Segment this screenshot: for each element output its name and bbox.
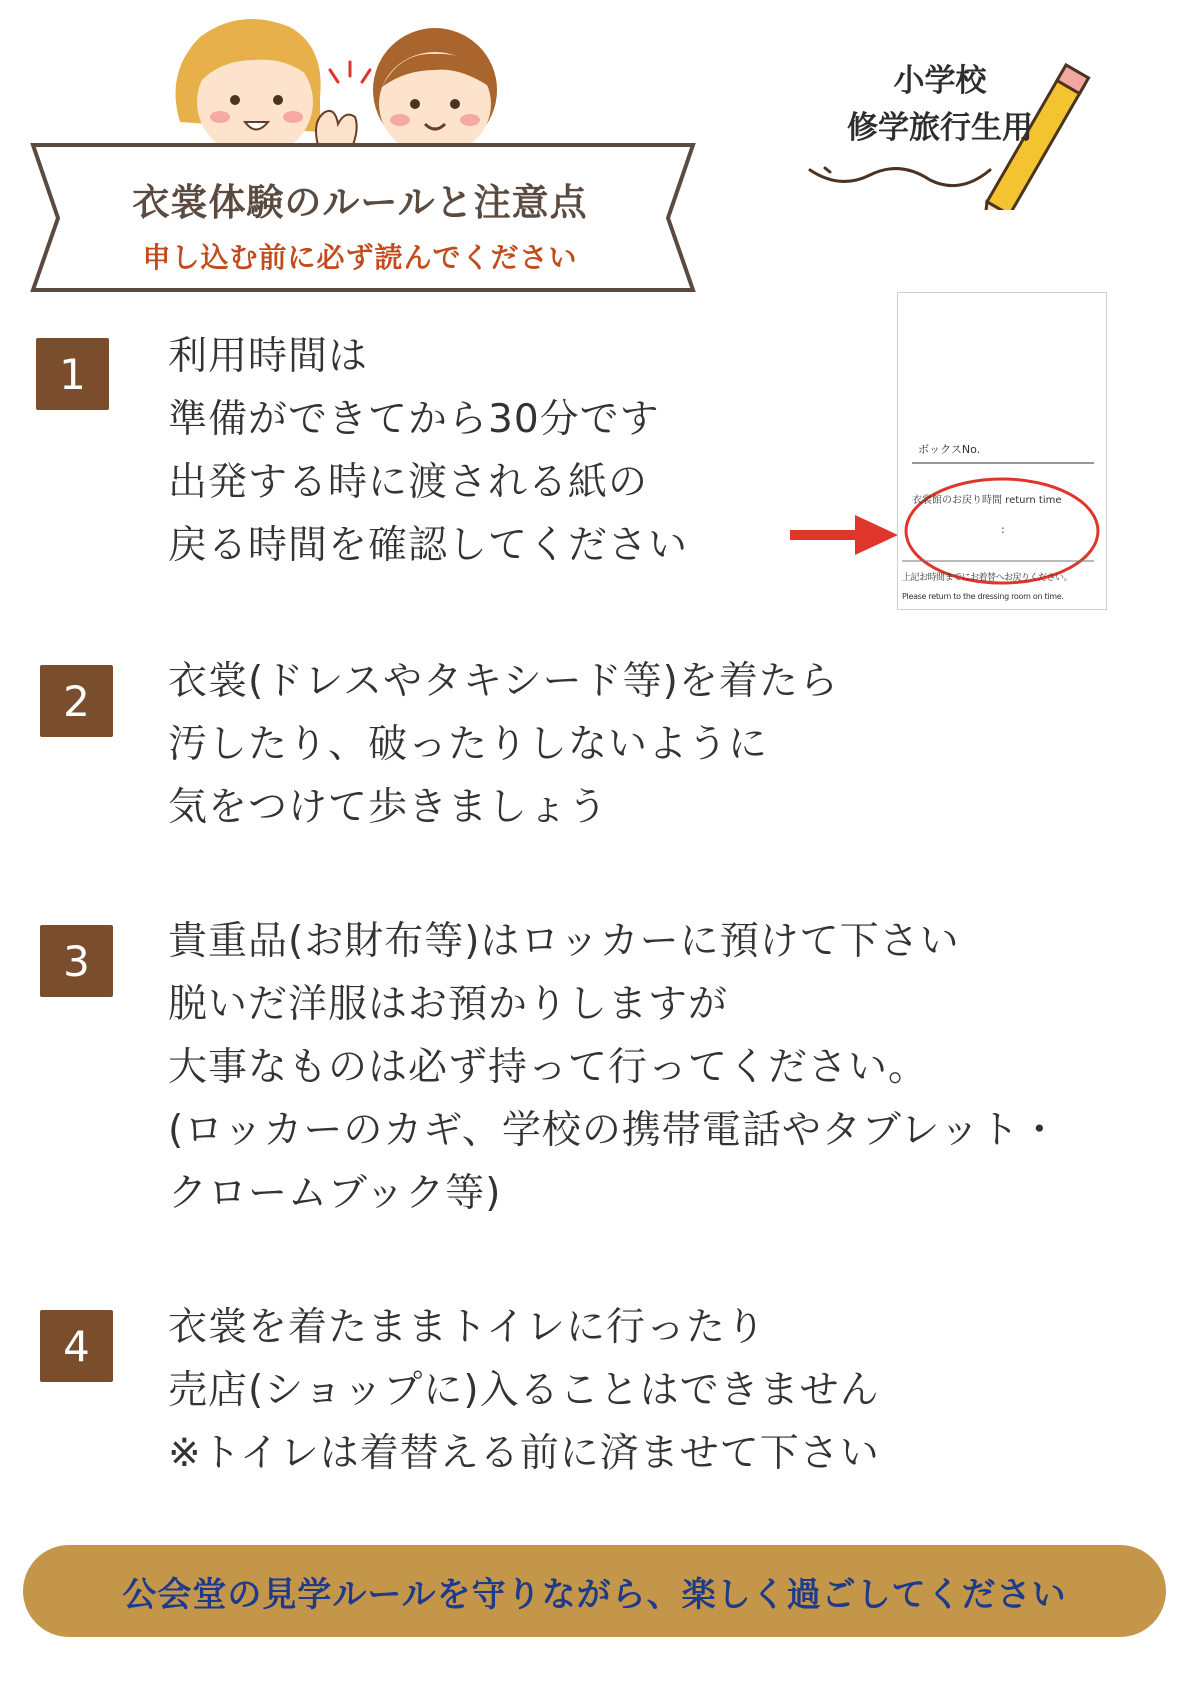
boy-icon — [373, 28, 497, 157]
footer-message: 公会堂の見学ルールを守りながら、楽しく過ごしてください — [122, 1574, 1067, 1615]
rule-line: 貴重品(お財布等)はロッカーに預けて下さい — [168, 919, 960, 964]
rule-1-text — [168, 325, 688, 577]
rule-line: クロームブック等) — [168, 1171, 502, 1216]
rule-line: 利用時間は — [168, 334, 369, 379]
rule-line: 衣裳(ドレスやタキシード等)を着たら — [168, 659, 839, 704]
rule-line: 出発する時に渡される紙の — [168, 460, 649, 505]
rule-line: 売店(ショップに)入ることはできません — [168, 1368, 880, 1413]
slip-return-time-label: 衣裳館のお戻り時間 return time — [912, 495, 1062, 506]
page-subtitle: 申し込む前に必ず読んでください — [142, 241, 578, 274]
arrow-right-icon — [790, 510, 900, 560]
rule-line: 脱いだ洋服はお預かりしますが — [168, 982, 729, 1027]
rule-line: 大事なものは必ず持って行ってください。 — [168, 1045, 929, 1090]
rule-number-badge: 2 — [40, 665, 113, 737]
return-time-slip — [897, 292, 1107, 610]
rule-2-text — [168, 650, 839, 839]
rule-line: 気をつけて歩きましょう — [168, 785, 609, 830]
rule-line: ※トイレは着替える前に済ませて下さい — [168, 1431, 880, 1476]
target-audience-line1: 小学校 — [893, 63, 987, 99]
rule-number-badge: 3 — [40, 925, 113, 997]
footer-banner — [23, 1545, 1166, 1637]
rule-4-text — [168, 1296, 880, 1485]
slip-box-label: ボックスNo. — [918, 443, 981, 456]
rule-number-badge: 1 — [36, 338, 109, 410]
rule-line: (ロッカーのカギ、学校の携帯電話やタブレット・ — [168, 1108, 1060, 1153]
slip-time-colon: : — [1001, 523, 1005, 536]
rule-line: 汚したり、破ったりしないように — [168, 722, 769, 767]
page-title: 衣裳体験のルールと注意点 — [132, 181, 588, 224]
slip-note-english: Please return to the dressing room on time. — [902, 592, 1064, 601]
target-audience-line2: 修学旅行生用 — [847, 110, 1033, 146]
girl-icon — [176, 19, 321, 157]
rule-line: 準備ができてから30分です — [168, 397, 660, 442]
slip-note-japanese: 上記お時間までにお着替へお戻りください。 — [902, 573, 1073, 583]
rule-line: 衣裳を着たままトイレに行ったり — [168, 1305, 767, 1350]
excitement-icon — [330, 62, 370, 82]
rule-number-badge: 4 — [40, 1310, 113, 1382]
rule-line: 戻る時間を確認してください — [168, 523, 689, 568]
rule-3-text — [168, 910, 1060, 1225]
